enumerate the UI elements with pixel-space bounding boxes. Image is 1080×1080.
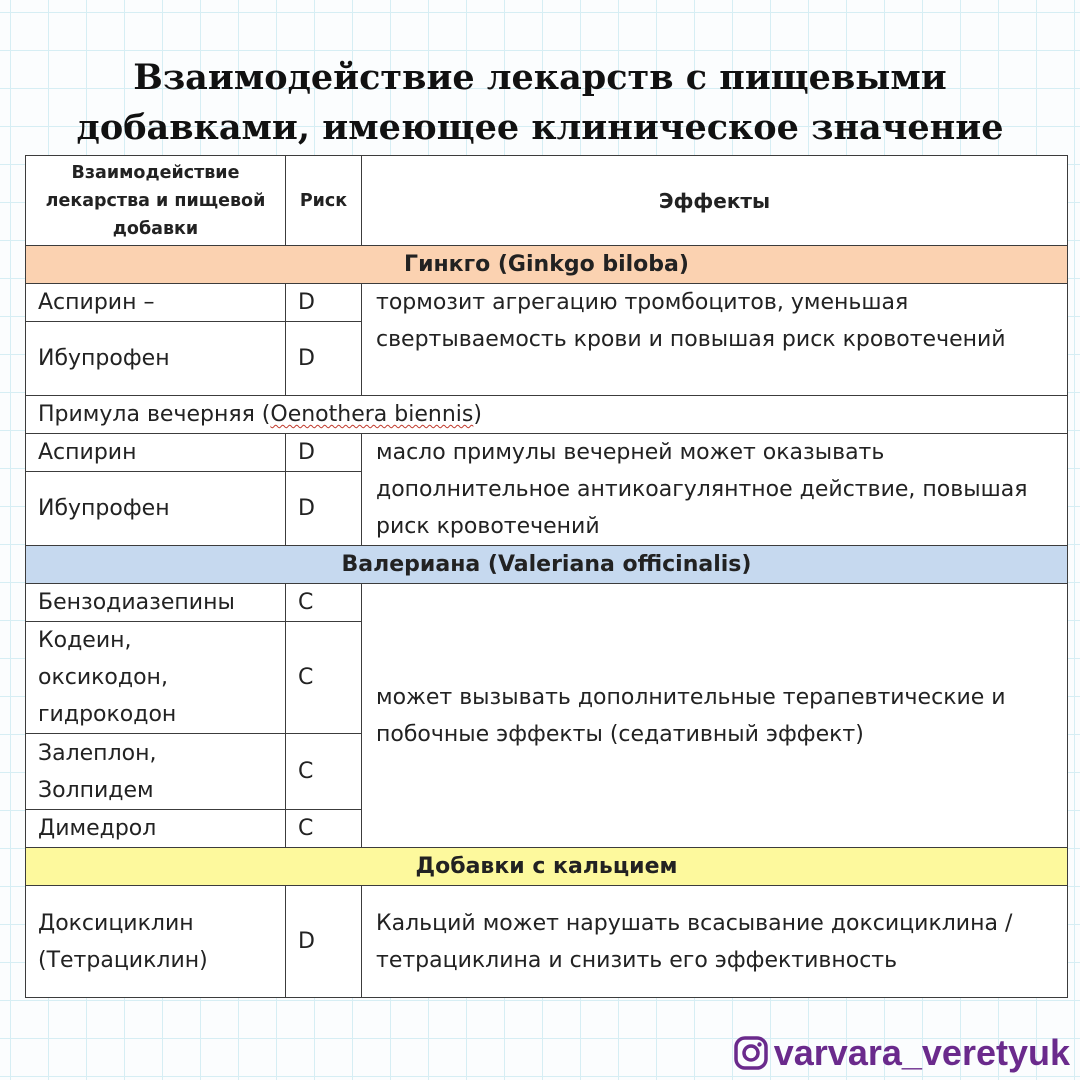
instagram-icon [734, 1036, 768, 1070]
drug-cell: Ибупрофен [26, 322, 286, 396]
risk-cell: C [286, 810, 362, 848]
group-title-primrose [26, 396, 1068, 434]
primrose-title-suffix: ) [473, 402, 482, 427]
effect-cell-calcium: Кальций может нарушать всасывание доксициклина / тетрациклина и снизить его эффективность [362, 886, 1068, 998]
group-row-calcium [26, 848, 1068, 886]
group-row-ginkgo [26, 246, 1068, 284]
interactions-table [25, 155, 1068, 998]
drug-line: Доксициклин [38, 910, 194, 936]
risk-cell: C [286, 734, 362, 810]
header-risk: Риск [286, 156, 362, 246]
drug-cell [26, 734, 286, 810]
title-line-1: Взаимодействие лекарств с пищевыми [133, 57, 947, 99]
drug-cell: Аспирин [26, 434, 286, 472]
risk-cell: D [286, 472, 362, 546]
drug-cell: Ибупрофен [26, 472, 286, 546]
risk-cell: D [286, 284, 362, 322]
instagram-handle[interactable] [734, 1030, 1070, 1076]
drug-cell [26, 886, 286, 998]
group-row-primrose [26, 396, 1068, 434]
group-title-calcium: Добавки с кальцием [26, 848, 1068, 886]
risk-cell: C [286, 584, 362, 622]
drug-cell: Димедрол [26, 810, 286, 848]
drug-line: Золпидем [38, 777, 154, 803]
page-title [0, 53, 1080, 153]
header-interaction: Взаимодействие лекарства и пищевой добавки [26, 156, 286, 246]
table-header-row [26, 156, 1068, 246]
effect-cell-primrose: масло примулы вечерней может оказывать дополнительное антикоагулянтное действие, повышая риск кровотечений [362, 434, 1068, 546]
drug-cell: Аспирин – [26, 284, 286, 322]
drug-line: гидрокодон [38, 702, 177, 727]
group-title-valerian: Валериана (Valeriana officinalis) [26, 546, 1068, 584]
drug-line: Кодеин, [38, 628, 132, 653]
title-line-2: добавками, имеющее клиническое значение [76, 107, 1004, 149]
table-row [26, 584, 1068, 622]
risk-cell: D [286, 434, 362, 472]
header-effects: Эффекты [362, 156, 1068, 246]
drug-line: оксикодон, [38, 665, 168, 690]
table-row [26, 284, 1068, 322]
risk-cell: D [286, 886, 362, 998]
table-row [26, 434, 1068, 472]
drug-line: Залеплон, [38, 740, 157, 766]
effect-cell-ginkgo: тормозит агрегацию тромбоцитов, уменьшая свертываемость крови и повышая риск кровотечений [362, 284, 1068, 396]
instagram-handle-text: varvara_veretyuk [773, 1032, 1070, 1073]
drug-line: (Тетрациклин) [38, 947, 208, 973]
risk-cell: C [286, 622, 362, 734]
effect-cell-valerian: может вызывать дополнительные терапевтические и побочные эффекты (седативный эффект) [362, 584, 1068, 848]
group-row-valerian [26, 546, 1068, 584]
table-row [26, 886, 1068, 998]
primrose-title-prefix: Примула вечерняя ( [38, 402, 271, 427]
drug-cell: Бензодиазепины [26, 584, 286, 622]
group-title-ginkgo: Гинкго (Ginkgo biloba) [26, 246, 1068, 284]
risk-cell: D [286, 322, 362, 396]
drug-cell [26, 622, 286, 734]
primrose-title-latin: Oenothera biennis [270, 402, 474, 427]
